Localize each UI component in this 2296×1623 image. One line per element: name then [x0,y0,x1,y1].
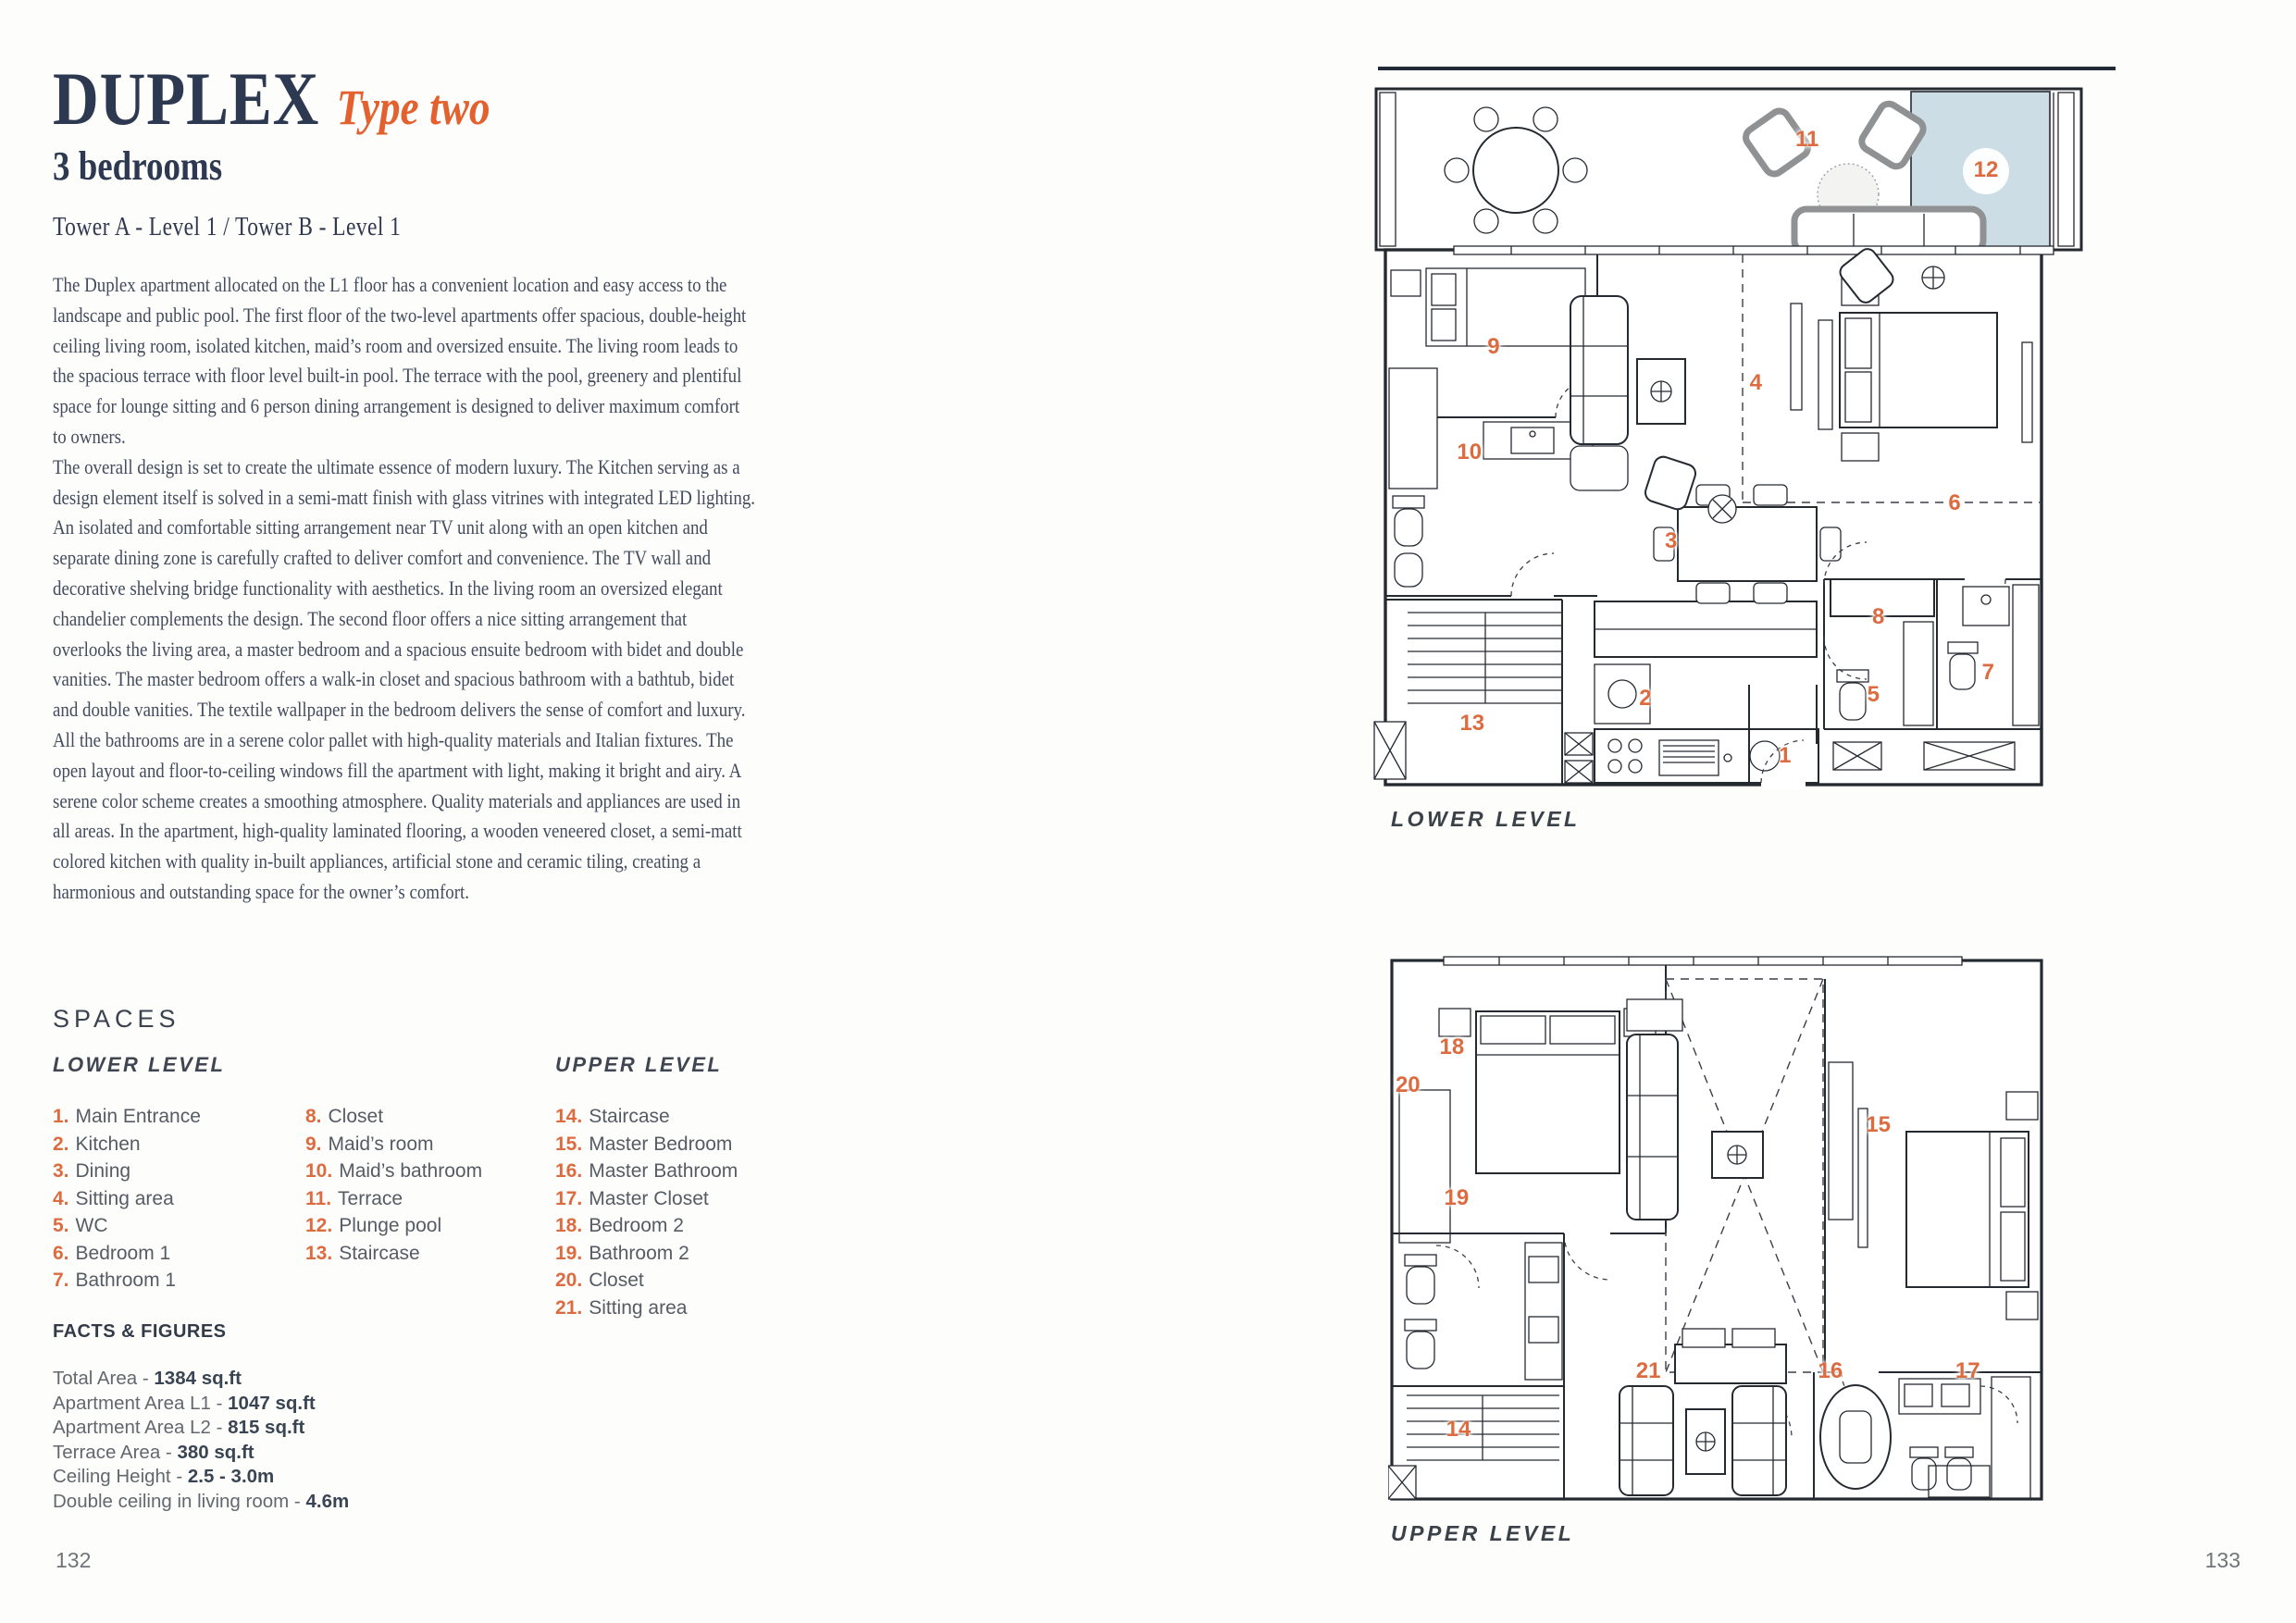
space-list-item [305,1185,546,1213]
space-item-label: Plunge pool [339,1215,442,1236]
space-item-number: 10. [305,1160,333,1182]
space-list-item [555,1212,814,1240]
space-list-item [555,1240,814,1268]
space-item-number: 6. [53,1242,69,1264]
space-list-item [555,1267,814,1295]
upper-level-list [555,1103,814,1321]
space-item-label: Closet [328,1106,384,1127]
lower-level-list-1 [53,1103,284,1295]
space-item-number: 11. [305,1187,332,1209]
upper-plan-caption: UPPER LEVEL [1391,1521,1575,1545]
room-number-marker-14: 14 [1446,1417,1471,1443]
space-list-item [53,1158,284,1185]
header [53,56,490,242]
space-list-item [53,1131,284,1158]
void-sofa [1627,1035,1678,1220]
space-list-item [555,1158,814,1185]
space-item-number: 14. [555,1106,583,1127]
space-list-item [305,1240,546,1268]
fact-row [53,1465,349,1490]
fact-row [53,1490,349,1515]
spaces-heading: SPACES [53,1005,180,1033]
lower-plan-caption: LOWER LEVEL [1391,807,1581,831]
space-item-label: Closet [589,1270,644,1291]
description-text [53,270,757,908]
fact-label: Ceiling Height - [53,1466,188,1487]
description-paragraph-2: The overall design is set to create the ultimate essence of modern luxury. The Kitchen serving as a design element itself is solved in a semi-matt finish with glass vitrines with integrated LED lighting. [53,454,756,509]
title-row [53,56,490,141]
lower-level-list-heading: LOWER LEVEL [53,1053,226,1076]
space-list-item [555,1103,814,1131]
space-list-item [305,1158,546,1185]
fact-value: 4.6m [305,1490,350,1512]
upper-window-band [1444,957,1962,965]
space-item-number: 3. [53,1160,69,1182]
space-item-number: 2. [53,1133,69,1155]
space-item-number: 4. [53,1187,69,1209]
lower-level-list-heading-spacer [305,1053,546,1077]
space-list-item [555,1131,814,1158]
space-item-number: 16. [555,1160,583,1182]
bedroom-tv [2022,342,2032,442]
lower-level-floorplan [1372,81,2085,822]
space-item-label: Sitting area [75,1187,174,1209]
space-item-number: 21. [555,1296,583,1319]
fact-label: Double ceiling in living room - [53,1490,306,1512]
space-item-label: Bedroom 2 [589,1215,684,1236]
fact-label: Apartment Area L1 - [53,1392,229,1414]
space-item-number: 19. [555,1242,583,1264]
fact-value: 2.5 - 3.0m [187,1466,275,1487]
upper-level-floorplan-drawing [1388,951,2045,1506]
page-title: DUPLEX [53,56,320,141]
page-number-left: 132 [56,1548,92,1572]
space-item-number: 13. [305,1242,333,1264]
room-number-marker-13: 13 [1459,711,1485,737]
space-item-number: 7. [53,1270,69,1291]
space-item-label: Kitchen [75,1133,141,1155]
upper-level-list-heading: UPPER LEVEL [555,1053,723,1076]
fact-row [53,1367,349,1392]
room-number-marker-2: 2 [1639,686,1652,712]
space-item-label: WC [75,1215,108,1236]
space-item-number: 8. [305,1106,322,1127]
fact-label: Terrace Area - [53,1441,178,1463]
spaces-lower-column-1 [53,1053,284,1295]
fact-row [53,1441,349,1466]
bottom-shaft-hatches [1833,742,2015,770]
space-item-label: Maid’s bathroom [339,1160,483,1182]
fact-value: 1384 sq.ft [154,1368,242,1389]
fact-label: Apartment Area L2 - [53,1417,229,1438]
room-number-marker-15: 15 [1866,1111,1892,1137]
page-number-right: 133 [2204,1548,2240,1572]
fact-value: 380 sq.ft [177,1441,254,1463]
upper-level-floorplan [1388,951,2045,1506]
room-number-marker-6: 6 [1948,490,1961,515]
room-number-marker-10: 10 [1457,439,1483,465]
space-list-item [53,1212,284,1240]
bedrooms-subtitle: 3 bedrooms [53,143,223,189]
space-item-label: Main Entrance [75,1106,201,1127]
space-item-label: Dining [75,1160,131,1182]
facts-and-figures [53,1321,349,1514]
space-item-label: Maid’s room [328,1133,434,1155]
lower-level-list-2 [305,1103,546,1267]
room-number-marker-3: 3 [1664,527,1678,553]
space-list-item [305,1131,546,1158]
spaces-upper-column [555,1053,814,1321]
space-item-label: Staircase [339,1242,420,1264]
upper-shaft-hatch [1388,1466,1416,1499]
room-number-marker-4: 4 [1749,370,1762,396]
fact-value: 1047 sq.ft [228,1392,316,1414]
fact-row [53,1416,349,1441]
tower-level-line: Tower A - Level 1 / Tower B - Level 1 [53,213,402,242]
space-item-label: Bathroom 2 [589,1242,689,1264]
space-list-item [305,1103,546,1131]
spaces-lower-column-2 [305,1053,546,1267]
room-number-marker-16: 16 [1818,1358,1843,1384]
tv-unit [1791,304,1802,410]
space-item-number: 5. [53,1215,69,1236]
space-list-item [53,1103,284,1131]
space-item-label: Staircase [589,1106,670,1127]
space-list-item [53,1185,284,1213]
room-number-marker-11: 11 [1795,127,1819,153]
room-number-marker-1: 1 [1779,742,1792,768]
space-list-item [555,1185,814,1213]
fact-value: 815 sq.ft [228,1417,305,1438]
space-item-number: 20. [555,1270,583,1291]
space-list-item [555,1295,814,1322]
room-number-marker-5: 5 [1867,682,1880,708]
room-number-marker-7: 7 [1981,660,1994,686]
space-item-number: 17. [555,1187,583,1209]
space-item-number: 9. [305,1133,322,1155]
space-list-item [53,1267,284,1295]
fact-row [53,1392,349,1417]
space-item-number: 1. [53,1106,69,1127]
space-item-label: Terrace [338,1187,403,1209]
room-number-marker-17: 17 [1955,1358,1980,1384]
space-item-label: Sitting area [589,1296,688,1319]
room-number-marker-12: 12 [1973,157,1999,182]
facts-heading: FACTS & FIGURES [53,1321,227,1342]
page-title-accent: Type two [336,80,490,135]
space-list-item [53,1240,284,1268]
window-band [1454,246,2054,254]
space-list-item [305,1212,546,1240]
space-item-label: Master Bathroom [589,1160,738,1182]
space-item-number: 18. [555,1215,583,1236]
room-number-marker-21: 21 [1635,1358,1661,1384]
space-item-label: Master Bedroom [589,1133,733,1155]
description-paragraph-1: The Duplex apartment allocated on the L1 floor has a convenient location and easy access to the landscape and public pool. The first floor of the two-level apartments offer spacious, double-height ceiling living room, isolated kitchen, maid’s room and oversized ensuite. The living room leads to the spacious terrace with floor level built-in pool. The terrace with the pool, greenery and plentiful space for lounge sitting and 6 person dining arrangement is designed to deliver maximum comfort to owners. [53,273,747,448]
room-number-marker-8: 8 [1872,604,1885,630]
room-number-marker-9: 9 [1487,334,1500,360]
room-number-marker-18: 18 [1439,1034,1465,1059]
space-item-label: Bedroom 1 [75,1242,171,1264]
fact-label: Total Area - [53,1368,155,1389]
space-item-label: Bathroom 1 [75,1270,177,1291]
shaft-hatch-left [1374,722,1406,779]
space-item-label: Master Closet [589,1187,709,1209]
room-number-marker-20: 20 [1395,1072,1421,1098]
room-number-marker-19: 19 [1444,1185,1470,1210]
void-bench [1675,1344,1786,1383]
facts-list [53,1367,349,1514]
description-paragraph-3: An isolated and comfortable sitting arrangement near TV unit along with an open kitchen and separate dining zone is carefully crafted to deliver comfort and convenience. The TV wall and decorative shelving bridge functionality with aesthetics. In the living room an oversized elegant chandelier complements the design. The second floor offers a nice sitting arrangement that overlooks the living area, a master bedroom and a spacious ensuite bedroom with bidet and double vanities. The master bedroom offers a walk-in closet and spacious bathroom with a bathtub, bidet and double vanities. The textile wallpaper in the bedroom delivers the sense of comfort and luxury. All the bathrooms are in a serene color pallet with high-quality materials and Italian fixtures. The open layout and floor-to-ceiling windows fill the apartment with light, making it bright and airy. A serene color scheme creates a smoothing atmosphere. Quality materials and appliances are used in all areas. In the apartment, high-quality laminated flooring, a wooden veneered closet, a semi-matt colored kitchen with quality in-built appliances, artificial stone and ceramic tiling, creating a harmonious and outstanding space for the owner’s comfort. [53,515,746,903]
top-rule-line [1378,67,2116,70]
space-item-number: 15. [555,1133,583,1155]
space-item-number: 12. [305,1215,333,1236]
